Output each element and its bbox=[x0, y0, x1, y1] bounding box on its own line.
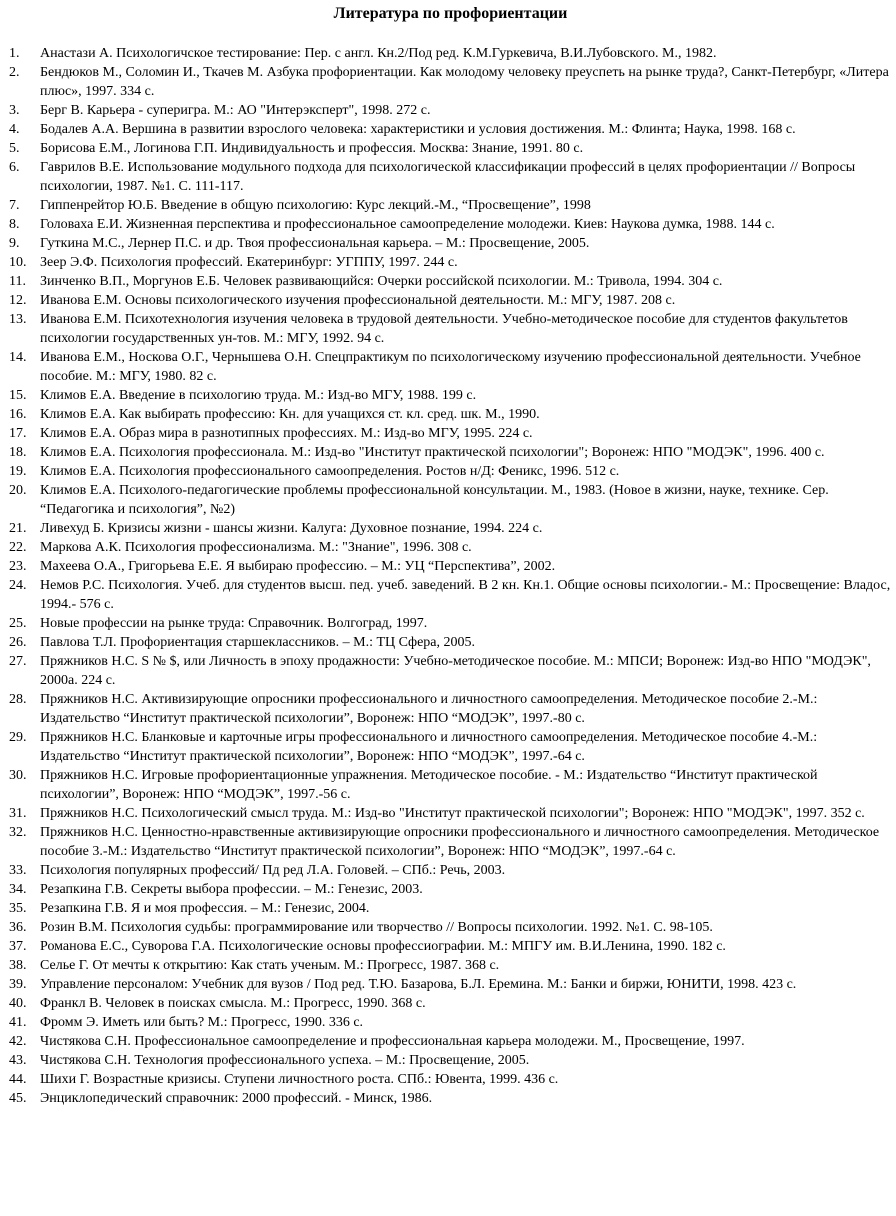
item-number: 2. bbox=[9, 65, 20, 80]
item-number: 27. bbox=[9, 654, 27, 669]
bibliography-item bbox=[9, 234, 892, 253]
bibliography-item bbox=[9, 139, 892, 158]
item-text: Головаха Е.И. Жизненная перспектива и профессиональное самоопределение молодежи. Киев: Наукова думка, 1988. 144 с. bbox=[40, 217, 775, 232]
item-number: 34. bbox=[9, 882, 27, 897]
bibliography-item bbox=[9, 63, 892, 101]
item-text: Немов Р.С. Психология. Учеб. для студентов высш. пед. учеб. заведений. В 2 кн. Кн.1. Общие основы психологии.- М.: Просвещение: Владос, 1994.- 576 с. bbox=[40, 578, 891, 612]
item-text: Иванова Е.М. Психотехнология изучения человека в трудовой деятельности. Учебно-методическое пособие для студентов факультетов психологии государственных ун-тов. М.: МГУ, 1992. 94 с. bbox=[40, 312, 848, 346]
bibliography-item bbox=[9, 424, 892, 443]
item-number: 21. bbox=[9, 521, 27, 536]
bibliography-item bbox=[9, 766, 892, 804]
item-text: Пряжников Н.С. Игровые профориентационные упражнения. Методическое пособие. - М.: Издательство “Институт практической психологии”, Воронеж: НПО “МОДЭК”, 1997.-56 с. bbox=[40, 768, 818, 802]
item-text: Селье Г. От мечты к открытию: Как стать ученым. М.: Прогресс, 1987. 368 с. bbox=[40, 958, 500, 973]
item-text: Климов Е.А. Введение в психологию труда. М.: Изд-во МГУ, 1988. 199 с. bbox=[40, 388, 477, 403]
bibliography-item bbox=[9, 1051, 892, 1070]
item-number: 45. bbox=[9, 1091, 27, 1106]
item-number: 24. bbox=[9, 578, 27, 593]
item-text: Зеер Э.Ф. Психология профессий. Екатеринбург: УГППУ, 1997. 244 с. bbox=[40, 255, 458, 270]
document-title: Литература по профориентации bbox=[333, 5, 568, 22]
item-text: Климов Е.А. Психология профессионального самоопределения. Ростов н/Д: Феникс, 1996. 512 с. bbox=[40, 464, 620, 479]
item-text: Психология популярных профессий/ Пд ред Л.А. Головей. – СПб.: Речь, 2003. bbox=[40, 863, 506, 878]
item-text: Чистякова С.Н. Профессиональное самоопределение и профессиональная карьера молодежи. М., Просвещение, 1997. bbox=[40, 1034, 745, 1049]
item-text: Энциклопедический справочник: 2000 профессий. - Минск, 1986. bbox=[40, 1091, 433, 1106]
item-text: Новые профессии на рынке труда: Справочник. Волгоград, 1997. bbox=[40, 616, 428, 631]
bibliography-item bbox=[9, 348, 892, 386]
item-text: Розин В.М. Психология судьбы: программирование или творчество // Вопросы психологии. 1992. №1. С. 98-105. bbox=[40, 920, 713, 935]
bibliography-item bbox=[9, 1013, 892, 1032]
item-number: 25. bbox=[9, 616, 27, 631]
bibliography-item bbox=[9, 690, 892, 728]
item-number: 20. bbox=[9, 483, 27, 498]
item-text: Климов Е.А. Как выбирать профессию: Кн. для учащихся ст. кл. сред. шк. М., 1990. bbox=[40, 407, 540, 422]
item-number: 15. bbox=[9, 388, 27, 403]
item-text: Иванова Е.М., Носкова О.Г., Чернышева О.Н. Спецпрактикум по психологическому изучению профессиональной деятельности. Учебное пособие. М.: МГУ, 1980. 82 с. bbox=[40, 350, 861, 384]
item-number: 39. bbox=[9, 977, 27, 992]
item-number: 14. bbox=[9, 350, 27, 365]
bibliography-item bbox=[9, 994, 892, 1013]
bibliography-item bbox=[9, 937, 892, 956]
bibliography-item bbox=[9, 728, 892, 766]
item-text: Гаврилов В.Е. Использование модульного подхода для психологической классификации профессий в целях профориентации // Вопросы психологии, 1987. №1. С. 111-117. bbox=[40, 160, 856, 194]
item-number: 40. bbox=[9, 996, 27, 1011]
bibliography-item bbox=[9, 386, 892, 405]
item-number: 42. bbox=[9, 1034, 27, 1049]
bibliography-item bbox=[9, 899, 892, 918]
bibliography-item bbox=[9, 956, 892, 975]
bibliography-item bbox=[9, 1089, 892, 1108]
item-number: 32. bbox=[9, 825, 27, 840]
item-number: 13. bbox=[9, 312, 27, 327]
item-text: Климов Е.А. Образ мира в разнотипных профессиях. М.: Изд-во МГУ, 1995. 224 с. bbox=[40, 426, 533, 441]
item-text: Резапкина Г.В. Секреты выбора профессии. – М.: Генезис, 2003. bbox=[40, 882, 423, 897]
item-number: 33. bbox=[9, 863, 27, 878]
bibliography-item bbox=[9, 462, 892, 481]
item-text: Управление персоналом: Учебник для вузов / Под ред. Т.Ю. Базарова, Б.Л. Еремина. М.: Банки и биржи, ЮНИТИ, 1998. 423 с. bbox=[40, 977, 797, 992]
item-text: Берг В. Карьера - суперигра. М.: АО "Интерэксперт", 1998. 272 с. bbox=[40, 103, 431, 118]
item-text: Иванова Е.М. Основы психологического изучения профессиональной деятельности. М.: МГУ, 1987. 208 с. bbox=[40, 293, 676, 308]
item-number: 8. bbox=[9, 217, 20, 232]
item-number: 31. bbox=[9, 806, 27, 821]
item-number: 28. bbox=[9, 692, 27, 707]
item-number: 16. bbox=[9, 407, 27, 422]
item-number: 41. bbox=[9, 1015, 27, 1030]
item-number: 5. bbox=[9, 141, 20, 156]
item-text: Бодалев А.А. Вершина в развитии взрослого человека: характеристики и условия достижения. М.: Флинта; Наука, 1998. 168 с. bbox=[40, 122, 796, 137]
bibliography-item bbox=[9, 652, 892, 690]
item-number: 10. bbox=[9, 255, 27, 270]
item-number: 26. bbox=[9, 635, 27, 650]
item-number: 38. bbox=[9, 958, 27, 973]
item-number: 22. bbox=[9, 540, 27, 555]
item-text: Романова Е.С., Суворова Г.А. Психологические основы профессиографии. М.: МПГУ им. В.И.Ленина, 1990. 182 с. bbox=[40, 939, 726, 954]
item-text: Резапкина Г.В. Я и моя профессия. – М.: Генезис, 2004. bbox=[40, 901, 370, 916]
bibliography-item bbox=[9, 481, 892, 519]
item-number: 36. bbox=[9, 920, 27, 935]
item-text: Фромм Э. Иметь или быть? М.: Прогресс, 1990. 336 с. bbox=[40, 1015, 364, 1030]
item-number: 3. bbox=[9, 103, 20, 118]
item-text: Зинченко В.П., Моргунов Е.Б. Человек развивающийся: Очерки российской психологии. М.: Тривола, 1994. 304 с. bbox=[40, 274, 723, 289]
item-text: Пряжников Н.С. Психологический смысл труда. М.: Изд-во "Институт практической психологии"; Воронеж: НПО "МОДЭК", 1997. 352 с. bbox=[40, 806, 865, 821]
item-number: 11. bbox=[9, 274, 26, 289]
item-text: Шихи Г. Возрастные кризисы. Ступени личностного роста. СПб.: Ювента, 1999. 436 с. bbox=[40, 1072, 559, 1087]
item-text: Пряжников Н.С. Активизирующие опросники профессионального и личностного самоопределения. Методическое пособие 2.-М.: Издательство “Институт практической психологии”, Воронеж: НПО “МОДЭК”, 1997.-80 с. bbox=[40, 692, 818, 726]
item-text: Пряжников Н.С. Ценностно-нравственные активизирующие опросники профессионального и личностного самоопределения. Методическое пособие 3.-М.: Издательство “Институт практической психологии”, Воронеж: НПО “МОДЭК”, 1997.-64 с. bbox=[40, 825, 880, 859]
item-number: 43. bbox=[9, 1053, 27, 1068]
item-number: 35. bbox=[9, 901, 27, 916]
item-text: Анастази А. Психологичское тестирование: Пер. с англ. Кн.2/Под ред. К.М.Гуркевича, В.И.Лубовского. М., 1982. bbox=[40, 46, 717, 61]
bibliography-item bbox=[9, 1032, 892, 1051]
bibliography-item bbox=[9, 880, 892, 899]
bibliography-item bbox=[9, 975, 892, 994]
item-text: Пряжников Н.С. Бланковые и карточные игры профессионального и личностного самоопределения. Методическое пособие 4.-М.: Издательство “Институт практической психологии”, Воронеж: НПО “МОДЭК”, 1997.-64 с. bbox=[40, 730, 818, 764]
bibliography-item bbox=[9, 804, 892, 823]
bibliography-item bbox=[9, 291, 892, 310]
item-text: Бендюков М., Соломин И., Ткачев М. Азбука профориентации. Как молодому человеку преуспеть на рынке труда?, Санкт-Петербург, «Литера плюс», 1997. 334 с. bbox=[40, 65, 889, 99]
item-number: 1. bbox=[9, 46, 20, 61]
item-number: 9. bbox=[9, 236, 20, 251]
bibliography-item bbox=[9, 44, 892, 63]
bibliography-item bbox=[9, 538, 892, 557]
item-number: 44. bbox=[9, 1072, 27, 1087]
item-text: Гуткина М.С., Лернер П.С. и др. Твоя профессиональная карьера. – М.: Просвещение, 2005. bbox=[40, 236, 590, 251]
bibliography-item bbox=[9, 443, 892, 462]
item-text: Маркова А.К. Психология профессионализма. М.: "Знание", 1996. 308 с. bbox=[40, 540, 472, 555]
bibliography-item bbox=[9, 272, 892, 291]
bibliography-item bbox=[9, 576, 892, 614]
bibliography-item bbox=[9, 519, 892, 538]
item-text: Махеева О.А., Григорьева Е.Е. Я выбираю профессию. – М.: УЦ “Перспектива”, 2002. bbox=[40, 559, 556, 574]
item-text: Климов Е.А. Психология профессионала. М.: Изд-во "Институт практической психологии"; Воронеж: НПО "МОДЭК", 1996. 400 с. bbox=[40, 445, 825, 460]
item-number: 7. bbox=[9, 198, 20, 213]
item-number: 18. bbox=[9, 445, 27, 460]
bibliography-item bbox=[9, 633, 892, 652]
item-text: Пряжников Н.С. S № $, или Личность в эпоху продажности: Учебно-методическое пособие. М.: МПСИ; Воронеж: Изд-во НПО "МОДЭК", 2000а. 224 с. bbox=[40, 654, 871, 688]
item-number: 12. bbox=[9, 293, 27, 308]
bibliography-item bbox=[9, 557, 892, 576]
bibliography-item bbox=[9, 253, 892, 272]
item-text: Климов Е.А. Психолого-педагогические проблемы профессиональной консультации. М., 1983. (Новое в жизни, науке, технике. Сер. “Педагогика и психология”, №2) bbox=[40, 483, 829, 517]
bibliography-item bbox=[9, 405, 892, 424]
bibliography-item bbox=[9, 823, 892, 861]
bibliography-item bbox=[9, 196, 892, 215]
bibliography-list bbox=[9, 44, 892, 1108]
item-text: Чистякова С.Н. Технология профессионального успеха. – М.: Просвещение, 2005. bbox=[40, 1053, 530, 1068]
item-text: Борисова Е.М., Логинова Г.П. Индивидуальность и профессия. Москва: Знание, 1991. 80 с. bbox=[40, 141, 584, 156]
bibliography-item bbox=[9, 861, 892, 880]
item-number: 29. bbox=[9, 730, 27, 745]
bibliography-item bbox=[9, 614, 892, 633]
item-number: 23. bbox=[9, 559, 27, 574]
bibliography-item bbox=[9, 158, 892, 196]
item-number: 30. bbox=[9, 768, 27, 783]
item-number: 6. bbox=[9, 160, 20, 175]
item-text: Павлова Т.Л. Профориентация старшеклассников. – М.: ТЦ Сфера, 2005. bbox=[40, 635, 475, 650]
bibliography-item bbox=[9, 310, 892, 348]
item-number: 37. bbox=[9, 939, 27, 954]
bibliography-item bbox=[9, 101, 892, 120]
item-text: Франкл В. Человек в поисках смысла. М.: Прогресс, 1990. 368 с. bbox=[40, 996, 426, 1011]
item-text: Гиппенрейтор Ю.Б. Введение в общую психологию: Курс лекций.-М., “Просвещение”, 1998 bbox=[40, 198, 591, 213]
bibliography-item bbox=[9, 918, 892, 937]
item-number: 4. bbox=[9, 122, 20, 137]
item-number: 19. bbox=[9, 464, 27, 479]
bibliography-item bbox=[9, 120, 892, 139]
item-number: 17. bbox=[9, 426, 27, 441]
item-text: Ливехуд Б. Кризисы жизни - шансы жизни. Калуга: Духовное познание, 1994. 224 с. bbox=[40, 521, 543, 536]
bibliography-item bbox=[9, 215, 892, 234]
bibliography-item bbox=[9, 1070, 892, 1089]
